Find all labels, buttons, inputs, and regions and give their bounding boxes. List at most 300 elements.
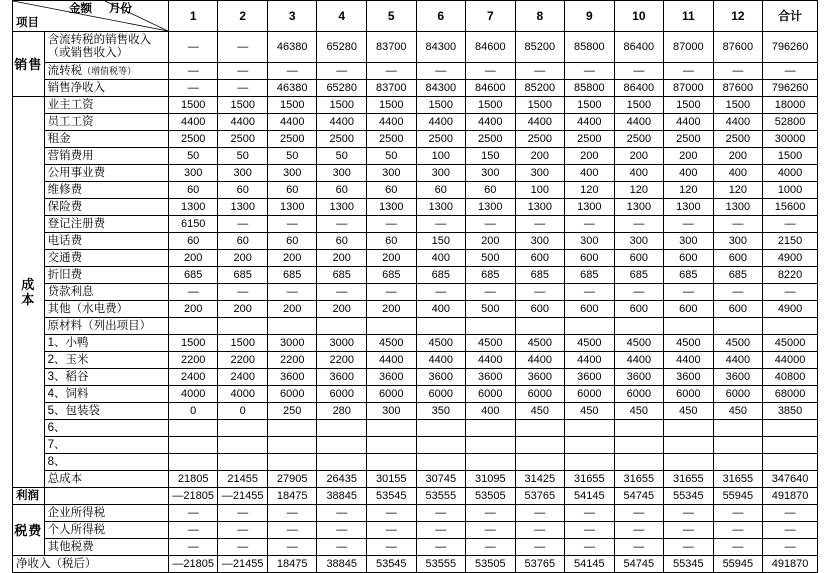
- cell-month-6: 84300: [416, 80, 466, 97]
- cell-total: [763, 437, 818, 454]
- cell-month-12: 31655: [713, 471, 763, 488]
- cell-month-11: —: [664, 522, 714, 539]
- cell-month-5: 4500: [367, 335, 417, 352]
- column-header-month-2: 2: [218, 1, 268, 32]
- cell-total: 347640: [763, 471, 818, 488]
- cell-month-4: —: [317, 522, 367, 539]
- cell-month-10: 86400: [614, 80, 664, 97]
- cell-month-2: 60: [218, 182, 268, 199]
- cell-month-1: —21805: [168, 556, 218, 573]
- cell-month-12: 2500: [713, 131, 763, 148]
- cell-month-5: 300: [367, 403, 417, 420]
- cell-total: 8220: [763, 267, 818, 284]
- cell-month-10: —: [614, 505, 664, 522]
- row-label: 折旧费: [44, 267, 168, 284]
- corner-amount-label: 金额: [69, 3, 92, 15]
- cell-month-3: [267, 318, 317, 335]
- table-row: [13, 80, 818, 97]
- cell-month-12: 87600: [713, 80, 763, 97]
- cell-month-2: —21455: [218, 488, 268, 505]
- cell-month-7: —: [466, 216, 516, 233]
- cell-month-4: 300: [317, 165, 367, 182]
- cell-month-2: [218, 318, 268, 335]
- cell-month-12: —: [713, 63, 763, 80]
- cell-month-12: 300: [713, 233, 763, 250]
- cell-month-8: —: [515, 505, 565, 522]
- cell-month-4: —: [317, 505, 367, 522]
- cell-month-3: 300: [267, 165, 317, 182]
- cell-month-5: 200: [367, 250, 417, 267]
- column-header-month-3: 3: [267, 1, 317, 32]
- table-row: [13, 488, 818, 505]
- cell-month-2: 1500: [218, 335, 268, 352]
- cell-month-4: 2500: [317, 131, 367, 148]
- cell-month-1: 4400: [168, 114, 218, 131]
- cell-month-9: [565, 454, 615, 471]
- cell-month-1: 1500: [168, 335, 218, 352]
- cell-month-10: 200: [614, 148, 664, 165]
- row-label: 登记注册费: [44, 216, 168, 233]
- cell-month-7: 4500: [466, 335, 516, 352]
- cell-month-3: 1300: [267, 199, 317, 216]
- cell-month-9: 450: [565, 403, 615, 420]
- cell-month-3: 50: [267, 148, 317, 165]
- cell-month-1: 300: [168, 165, 218, 182]
- cell-month-3: 60: [267, 233, 317, 250]
- cell-month-4: 685: [317, 267, 367, 284]
- cell-month-3: 18475: [267, 556, 317, 573]
- table-row: [13, 182, 818, 199]
- cell-month-10: 4400: [614, 352, 664, 369]
- cell-month-4: 1300: [317, 199, 367, 216]
- cell-month-9: —: [565, 63, 615, 80]
- cell-month-3: 685: [267, 267, 317, 284]
- cell-month-9: 85800: [565, 80, 615, 97]
- cell-month-12: 4400: [713, 114, 763, 131]
- cell-total: 52800: [763, 114, 818, 131]
- cell-month-9: 4400: [565, 114, 615, 131]
- cell-month-11: 4400: [664, 352, 714, 369]
- cell-month-2: 2200: [218, 352, 268, 369]
- row-label: [44, 488, 168, 505]
- cell-total: 40800: [763, 369, 818, 386]
- cell-month-12: 600: [713, 301, 763, 318]
- cell-month-7: 2500: [466, 131, 516, 148]
- column-header-month-6: 6: [416, 1, 466, 32]
- cell-month-3: —: [267, 63, 317, 80]
- cell-month-2: 1300: [218, 199, 268, 216]
- cell-month-11: 1500: [664, 97, 714, 114]
- cell-month-9: 31655: [565, 471, 615, 488]
- cell-month-4: 6000: [317, 386, 367, 403]
- cell-month-3: 1500: [267, 97, 317, 114]
- cell-month-8: 4400: [515, 352, 565, 369]
- cell-month-6: 1500: [416, 97, 466, 114]
- cell-month-10: [614, 437, 664, 454]
- cell-month-4: 65280: [317, 80, 367, 97]
- row-label: 总成本: [44, 471, 168, 488]
- cell-month-5: 4400: [367, 114, 417, 131]
- row-label: 原材料（列出项目）: [44, 318, 168, 335]
- cell-total: 30000: [763, 131, 818, 148]
- cell-month-4: —: [317, 284, 367, 301]
- cell-month-7: 150: [466, 148, 516, 165]
- cell-month-5: 200: [367, 301, 417, 318]
- row-label: 8、: [44, 454, 168, 471]
- cell-month-3: 6000: [267, 386, 317, 403]
- cell-month-5: 60: [367, 182, 417, 199]
- cell-month-1: —21805: [168, 488, 218, 505]
- cell-month-6: 84300: [416, 32, 466, 63]
- cell-month-7: —: [466, 505, 516, 522]
- cell-total: 796260: [763, 80, 818, 97]
- cell-month-8: 450: [515, 403, 565, 420]
- table-row: [13, 437, 818, 454]
- cell-month-2: —: [218, 80, 268, 97]
- cell-month-5: 3600: [367, 369, 417, 386]
- cell-month-2: —: [218, 284, 268, 301]
- corner-item-label: 项目: [16, 17, 39, 29]
- cell-month-5: 53545: [367, 556, 417, 573]
- cell-month-2: 0: [218, 403, 268, 420]
- cell-month-12: —: [713, 539, 763, 556]
- cell-total: —: [763, 539, 818, 556]
- cell-month-5: 1500: [367, 97, 417, 114]
- cell-month-2: —: [218, 539, 268, 556]
- column-header-month-4: 4: [317, 1, 367, 32]
- row-label: 含流转税的销售收入 （或销售收入）: [44, 32, 168, 63]
- cell-month-4: 2200: [317, 352, 367, 369]
- cell-month-9: 120: [565, 182, 615, 199]
- table-row: [13, 233, 818, 250]
- cell-month-1: 2400: [168, 369, 218, 386]
- cell-month-6: 2500: [416, 131, 466, 148]
- cell-month-7: —: [466, 63, 516, 80]
- cell-month-9: 300: [565, 233, 615, 250]
- cell-total: 1500: [763, 148, 818, 165]
- table-row: [13, 32, 818, 63]
- cell-month-9: 600: [565, 301, 615, 318]
- cell-month-10: —: [614, 284, 664, 301]
- cell-month-7: 84600: [466, 32, 516, 63]
- cell-month-7: [466, 420, 516, 437]
- cell-month-2: 50: [218, 148, 268, 165]
- cell-month-7: 31095: [466, 471, 516, 488]
- cell-total: 68000: [763, 386, 818, 403]
- table-row: [13, 403, 818, 420]
- cell-month-11: [664, 437, 714, 454]
- row-label: 7、: [44, 437, 168, 454]
- cell-month-6: [416, 437, 466, 454]
- cell-total: 491870: [763, 488, 818, 505]
- cell-month-12: 3600: [713, 369, 763, 386]
- cell-month-5: 4400: [367, 352, 417, 369]
- cell-month-9: —: [565, 216, 615, 233]
- cell-month-1: —: [168, 284, 218, 301]
- cell-month-7: 53505: [466, 488, 516, 505]
- cell-month-8: 31425: [515, 471, 565, 488]
- cell-month-7: [466, 318, 516, 335]
- cell-month-10: 4400: [614, 114, 664, 131]
- cell-total: 1000: [763, 182, 818, 199]
- cell-total: 3850: [763, 403, 818, 420]
- row-label: 其他税费: [44, 539, 168, 556]
- cell-month-7: 4400: [466, 352, 516, 369]
- cell-month-7: 60: [466, 182, 516, 199]
- cell-month-6: 53555: [416, 556, 466, 573]
- cell-total: 45000: [763, 335, 818, 352]
- cell-month-8: 600: [515, 250, 565, 267]
- column-header-month-8: 8: [515, 1, 565, 32]
- column-header-month-9: 9: [565, 1, 615, 32]
- cell-month-7: 685: [466, 267, 516, 284]
- cell-month-6: [416, 454, 466, 471]
- cell-month-5: [367, 437, 417, 454]
- cell-month-12: 450: [713, 403, 763, 420]
- cell-month-8: —: [515, 284, 565, 301]
- cell-month-5: [367, 420, 417, 437]
- cell-month-10: 600: [614, 250, 664, 267]
- cell-month-9: 3600: [565, 369, 615, 386]
- cell-month-7: 1300: [466, 199, 516, 216]
- table-row: [13, 301, 818, 318]
- cell-month-11: 55345: [664, 556, 714, 573]
- group-label-net-income: 净收入（税后）: [13, 556, 169, 573]
- cell-month-3: 2500: [267, 131, 317, 148]
- column-header-month-11: 11: [664, 1, 714, 32]
- cell-month-12: [713, 437, 763, 454]
- cell-month-11: 200: [664, 148, 714, 165]
- row-label: 6、: [44, 420, 168, 437]
- cell-month-9: 4500: [565, 335, 615, 352]
- cell-month-9: [565, 318, 615, 335]
- cell-month-6: 6000: [416, 386, 466, 403]
- cell-month-1: 21805: [168, 471, 218, 488]
- cell-month-1: 2500: [168, 131, 218, 148]
- cell-month-7: [466, 437, 516, 454]
- cell-month-3: —: [267, 284, 317, 301]
- cell-month-3: [267, 420, 317, 437]
- cell-month-9: 54145: [565, 488, 615, 505]
- cell-month-6: 4500: [416, 335, 466, 352]
- cell-month-3: 18475: [267, 488, 317, 505]
- cell-month-8: —: [515, 216, 565, 233]
- cell-month-6: [416, 420, 466, 437]
- cell-month-2: —21455: [218, 556, 268, 573]
- cell-month-3: [267, 454, 317, 471]
- cell-month-9: 54145: [565, 556, 615, 573]
- cell-month-12: [713, 454, 763, 471]
- cell-month-4: 200: [317, 301, 367, 318]
- cell-month-4: 280: [317, 403, 367, 420]
- cell-month-1: [168, 454, 218, 471]
- cell-month-7: [466, 454, 516, 471]
- cell-month-8: 53765: [515, 488, 565, 505]
- cell-month-5: —: [367, 505, 417, 522]
- cell-month-4: —: [317, 63, 367, 80]
- table-row: [13, 199, 818, 216]
- cell-month-11: —: [664, 216, 714, 233]
- row-label: 个人所得税: [44, 522, 168, 539]
- cell-month-1: —: [168, 32, 218, 63]
- cell-month-2: —: [218, 63, 268, 80]
- cell-month-6: 150: [416, 233, 466, 250]
- cell-month-1: [168, 420, 218, 437]
- column-header-month-10: 10: [614, 1, 664, 32]
- row-label: 交通费: [44, 250, 168, 267]
- cell-month-8: 4400: [515, 114, 565, 131]
- cell-total: [763, 420, 818, 437]
- cell-month-12: 685: [713, 267, 763, 284]
- cell-total: 796260: [763, 32, 818, 63]
- cell-month-12: 55945: [713, 488, 763, 505]
- cell-month-3: —: [267, 505, 317, 522]
- cell-month-1: [168, 318, 218, 335]
- cell-total: —: [763, 505, 818, 522]
- cell-month-10: [614, 318, 664, 335]
- cell-month-1: 200: [168, 250, 218, 267]
- cell-month-1: —: [168, 522, 218, 539]
- cell-month-10: 300: [614, 233, 664, 250]
- table-row: [13, 352, 818, 369]
- cell-month-9: 85800: [565, 32, 615, 63]
- cell-month-12: 120: [713, 182, 763, 199]
- cell-month-8: 200: [515, 148, 565, 165]
- cell-month-10: 86400: [614, 32, 664, 63]
- cell-month-4: 50: [317, 148, 367, 165]
- cell-month-9: 600: [565, 250, 615, 267]
- cell-total: —: [763, 63, 818, 80]
- cell-month-8: [515, 454, 565, 471]
- row-label: 企业所得税: [44, 505, 168, 522]
- row-label: 流转税（增值税等）: [44, 63, 168, 80]
- row-label: 销售净收入: [44, 80, 168, 97]
- row-label: 3、稻谷: [44, 369, 168, 386]
- row-label: 1、小鸭: [44, 335, 168, 352]
- cell-month-9: —: [565, 284, 615, 301]
- cell-month-8: [515, 420, 565, 437]
- cell-total: —: [763, 284, 818, 301]
- cell-month-4: 65280: [317, 32, 367, 63]
- cell-month-10: 6000: [614, 386, 664, 403]
- cell-month-10: 120: [614, 182, 664, 199]
- group-label-profit: 利润: [13, 488, 45, 505]
- cell-month-7: 500: [466, 250, 516, 267]
- cell-month-2: 1500: [218, 97, 268, 114]
- cell-total: [763, 454, 818, 471]
- cell-month-8: 2500: [515, 131, 565, 148]
- row-label: 5、包装袋: [44, 403, 168, 420]
- cell-month-6: —: [416, 284, 466, 301]
- row-label: 公用事业费: [44, 165, 168, 182]
- cell-month-4: [317, 437, 367, 454]
- cell-month-4: 4400: [317, 114, 367, 131]
- cell-month-11: —: [664, 505, 714, 522]
- cell-month-2: 21455: [218, 471, 268, 488]
- cell-month-5: 30155: [367, 471, 417, 488]
- cell-total: 18000: [763, 97, 818, 114]
- financial-projection-table: [12, 0, 818, 573]
- cell-month-10: —: [614, 539, 664, 556]
- cell-month-4: —: [317, 539, 367, 556]
- cell-month-7: 400: [466, 403, 516, 420]
- cell-month-8: —: [515, 539, 565, 556]
- cell-month-11: 685: [664, 267, 714, 284]
- cell-month-4: 3600: [317, 369, 367, 386]
- cell-month-10: [614, 420, 664, 437]
- cell-month-11: 4500: [664, 335, 714, 352]
- cell-month-7: 500: [466, 301, 516, 318]
- cell-month-8: 85200: [515, 32, 565, 63]
- table-row: [13, 522, 818, 539]
- cell-month-5: 2500: [367, 131, 417, 148]
- cell-month-7: 4400: [466, 114, 516, 131]
- cell-month-4: 38845: [317, 488, 367, 505]
- cell-month-9: 4400: [565, 352, 615, 369]
- cell-month-9: 1300: [565, 199, 615, 216]
- cell-month-12: 55945: [713, 556, 763, 573]
- table-row: [13, 539, 818, 556]
- cell-month-3: 46380: [267, 32, 317, 63]
- cell-month-5: 50: [367, 148, 417, 165]
- cell-month-11: 1300: [664, 199, 714, 216]
- cell-total: —: [763, 522, 818, 539]
- cell-month-6: 4400: [416, 352, 466, 369]
- cell-month-2: 2400: [218, 369, 268, 386]
- cell-month-10: —: [614, 522, 664, 539]
- cell-total: 15600: [763, 199, 818, 216]
- table-row: [13, 63, 818, 80]
- cell-month-1: —: [168, 539, 218, 556]
- cell-month-3: [267, 437, 317, 454]
- cell-month-1: 200: [168, 301, 218, 318]
- table-row: [13, 114, 818, 131]
- cell-month-4: [317, 420, 367, 437]
- cell-month-5: —: [367, 539, 417, 556]
- cell-month-2: 4400: [218, 114, 268, 131]
- cell-month-9: —: [565, 539, 615, 556]
- cell-month-1: —: [168, 63, 218, 80]
- corner-month-label: 月份: [109, 3, 132, 15]
- cell-month-11: —: [664, 539, 714, 556]
- cell-month-1: [168, 437, 218, 454]
- cell-month-3: 3600: [267, 369, 317, 386]
- cell-month-4: 60: [317, 233, 367, 250]
- cell-month-8: —: [515, 522, 565, 539]
- column-header-month-12: 12: [713, 1, 763, 32]
- cell-month-7: —: [466, 539, 516, 556]
- cell-month-5: —: [367, 63, 417, 80]
- cell-month-9: 400: [565, 165, 615, 182]
- table-row: [13, 131, 818, 148]
- cell-month-10: —: [614, 216, 664, 233]
- cell-month-12: —: [713, 522, 763, 539]
- cell-month-11: [664, 454, 714, 471]
- table-row: [13, 420, 818, 437]
- cell-month-11: 87000: [664, 80, 714, 97]
- cell-month-11: 31655: [664, 471, 714, 488]
- table-row: [13, 216, 818, 233]
- table-row: [13, 148, 818, 165]
- cell-month-6: 3600: [416, 369, 466, 386]
- cell-month-10: 4500: [614, 335, 664, 352]
- cell-month-10: 685: [614, 267, 664, 284]
- cell-month-2: [218, 437, 268, 454]
- corner-header-cell: [13, 1, 169, 32]
- cell-month-3: 3000: [267, 335, 317, 352]
- cell-month-12: 87600: [713, 32, 763, 63]
- cell-month-7: 3600: [466, 369, 516, 386]
